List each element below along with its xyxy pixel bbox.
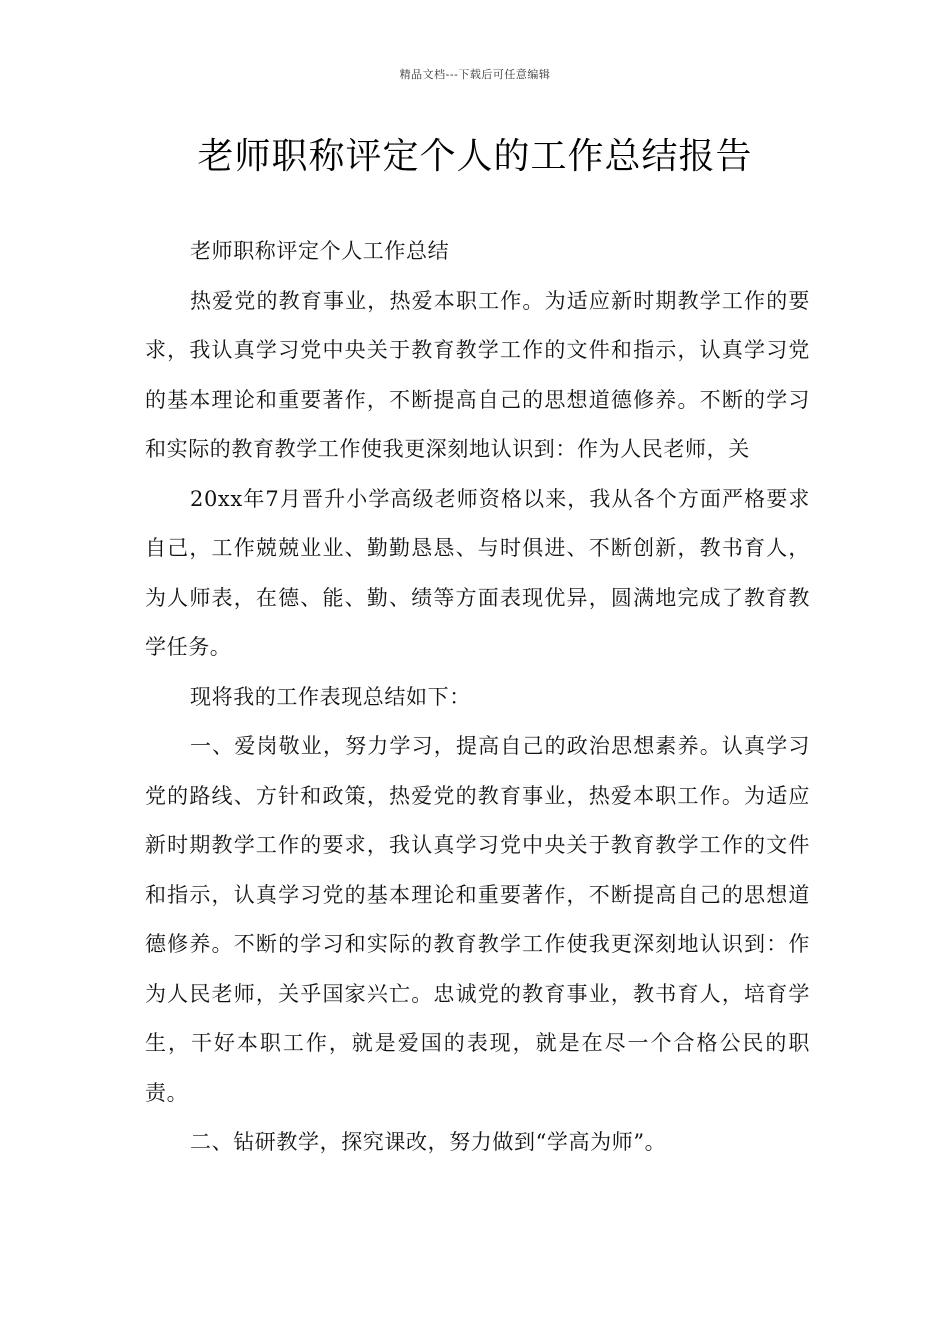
paragraph-summary-lead: 现将我的工作表现总结如下： [190,684,471,709]
paragraph-section-one: 一、爱岗敬业，努力学习，提高自己的政治思想素养。认真学习党的路线、方针和政策，热爱党的教育事业，热爱本职工作。为适应新时期教学工作的要求，我认真学习党中央关于教育教学工作的文件和指示，认真学习党的基本理论和重要著作，不断提高自己的思想道德修养。不断的学习和实际的教育教学工作使我更深刻地认识到：作为人民老师，关乎国家兴亡。忠诚党的教育事业，教书育人，培育学生，干好本职工作，就是爱国的表现，就是在尽一个合格公民的职责。 [145,734,810,1105]
document-body [145,227,810,1168]
header-note: 精品文档---下载后可任意编辑 [399,68,551,81]
paragraph-section-two: 二、钻研教学，探究课改，努力做到“学高为师”。 [190,1130,667,1154]
paragraph-intro: 热爱党的教育事业，热爱本职工作。为适应新时期教学工作的要求，我认真学习党中央关于教育教学工作的文件和指示，认真学习党的基本理论和重要著作，不断提高自己的思想道德修养。不断的学习和实际的教育教学工作使我更深刻地认识到：作为人民老师，关 [145,288,810,461]
paragraph-promotion: 20xx年7月晋升小学高级老师资格以来，我从各个方面严格要求自己，工作兢兢业业、勤勤恳恳、与时俱进、不断创新，教书育人，为人师表，在德、能、勤、绩等方面表现优异，圆满地完成了教育教学任务。 [145,486,810,659]
document-title: 老师职称评定个人的工作总结报告 [197,136,753,177]
document-subtitle: 老师职称评定个人工作总结 [190,239,450,263]
